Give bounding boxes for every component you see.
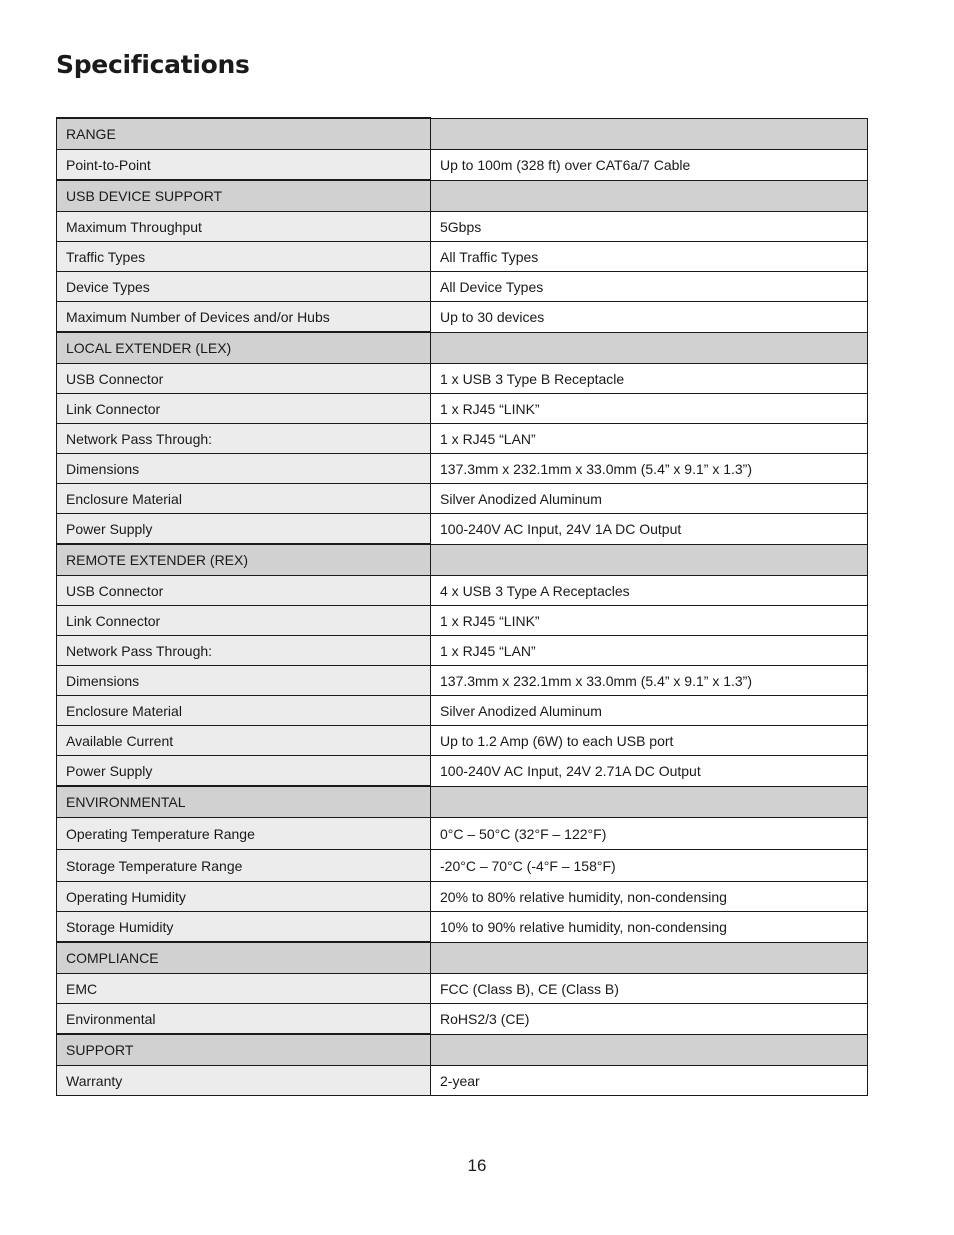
spec-label: Available Current [57,726,431,756]
spec-value: 1 x USB 3 Type B Receptacle [431,364,868,394]
table-row [57,606,868,636]
page-number: 16 [467,1156,487,1175]
spec-value: Silver Anodized Aluminum [431,696,868,726]
section-heading: USB DEVICE SUPPORT [57,180,431,212]
table-row [57,636,868,666]
spec-value: 1 x RJ45 “LAN” [431,636,868,666]
spec-label: Warranty [57,1066,431,1096]
spec-label: USB Connector [57,364,431,394]
spec-label: Traffic Types [57,242,431,272]
spec-value: 1 x RJ45 “LINK” [431,394,868,424]
table-row [57,394,868,424]
specifications-table-body [57,118,868,1096]
section-header-row [57,118,868,150]
spec-value: FCC (Class B), CE (Class B) [431,974,868,1004]
spec-value: 1 x RJ45 “LINK” [431,606,868,636]
spec-label: Storage Humidity [57,912,431,943]
spec-value: Up to 100m (328 ft) over CAT6a/7 Cable [431,150,868,181]
spec-value: 2-year [431,1066,868,1096]
table-row [57,726,868,756]
spec-value: 4 x USB 3 Type A Receptacles [431,576,868,606]
table-row [57,364,868,394]
section-heading: ENVIRONMENTAL [57,786,431,818]
table-row [57,484,868,514]
section-heading-blank [431,180,868,212]
section-heading: RANGE [57,118,431,150]
spec-value: 10% to 90% relative humidity, non-condensing [431,912,868,943]
table-row [57,1004,868,1035]
spec-label: EMC [57,974,431,1004]
section-header-row [57,544,868,576]
spec-label: Network Pass Through: [57,636,431,666]
section-heading-blank [431,118,868,150]
table-row [57,242,868,272]
spec-label: Power Supply [57,514,431,545]
spec-label: Operating Humidity [57,882,431,912]
section-heading-blank [431,332,868,364]
spec-value: Silver Anodized Aluminum [431,484,868,514]
table-row [57,1066,868,1096]
spec-value: RoHS2/3 (CE) [431,1004,868,1035]
table-row [57,576,868,606]
spec-label: Dimensions [57,454,431,484]
section-header-row [57,180,868,212]
page-title: Specifications [56,50,250,79]
table-row [57,454,868,484]
spec-label: Maximum Throughput [57,212,431,242]
spec-value: All Device Types [431,272,868,302]
section-heading-blank [431,1034,868,1066]
spec-label: Environmental [57,1004,431,1035]
spec-value: 20% to 80% relative humidity, non-condensing [431,882,868,912]
table-row [57,272,868,302]
table-row [57,818,868,850]
section-header-row [57,786,868,818]
section-header-row [57,942,868,974]
section-heading-blank [431,544,868,576]
table-row [57,974,868,1004]
spec-label: Point-to-Point [57,150,431,181]
table-row [57,850,868,882]
table-row [57,150,868,181]
section-heading: SUPPORT [57,1034,431,1066]
specifications-table [56,117,868,1096]
table-row [57,756,868,787]
spec-label: Link Connector [57,394,431,424]
spec-label: Device Types [57,272,431,302]
table-row [57,696,868,726]
table-row [57,302,868,333]
section-heading: COMPLIANCE [57,942,431,974]
spec-value: 5Gbps [431,212,868,242]
table-row [57,666,868,696]
section-heading: REMOTE EXTENDER (REX) [57,544,431,576]
spec-value: 100-240V AC Input, 24V 1A DC Output [431,514,868,545]
spec-label: USB Connector [57,576,431,606]
table-row [57,882,868,912]
spec-value: -20°C – 70°C (-4°F – 158°F) [431,850,868,882]
table-row [57,514,868,545]
spec-value: Up to 30 devices [431,302,868,333]
spec-value: 137.3mm x 232.1mm x 33.0mm (5.4” x 9.1” x 1.3”) [431,454,868,484]
table-row [57,212,868,242]
spec-label: Operating Temperature Range [57,818,431,850]
spec-label: Enclosure Material [57,696,431,726]
spec-label: Storage Temperature Range [57,850,431,882]
spec-value: All Traffic Types [431,242,868,272]
table-row [57,424,868,454]
spec-value: 100-240V AC Input, 24V 2.71A DC Output [431,756,868,787]
table-row [57,912,868,943]
section-header-row [57,332,868,364]
section-header-row [57,1034,868,1066]
spec-label: Dimensions [57,666,431,696]
spec-value: Up to 1.2 Amp (6W) to each USB port [431,726,868,756]
spec-value: 0°C – 50°C (32°F – 122°F) [431,818,868,850]
spec-value: 1 x RJ45 “LAN” [431,424,868,454]
spec-label: Link Connector [57,606,431,636]
spec-label: Enclosure Material [57,484,431,514]
section-heading-blank [431,786,868,818]
spec-label: Maximum Number of Devices and/or Hubs [57,302,431,333]
spec-value: 137.3mm x 232.1mm x 33.0mm (5.4” x 9.1” x 1.3”) [431,666,868,696]
spec-label: Power Supply [57,756,431,787]
spec-label: Network Pass Through: [57,424,431,454]
section-heading: LOCAL EXTENDER (LEX) [57,332,431,364]
section-heading-blank [431,942,868,974]
